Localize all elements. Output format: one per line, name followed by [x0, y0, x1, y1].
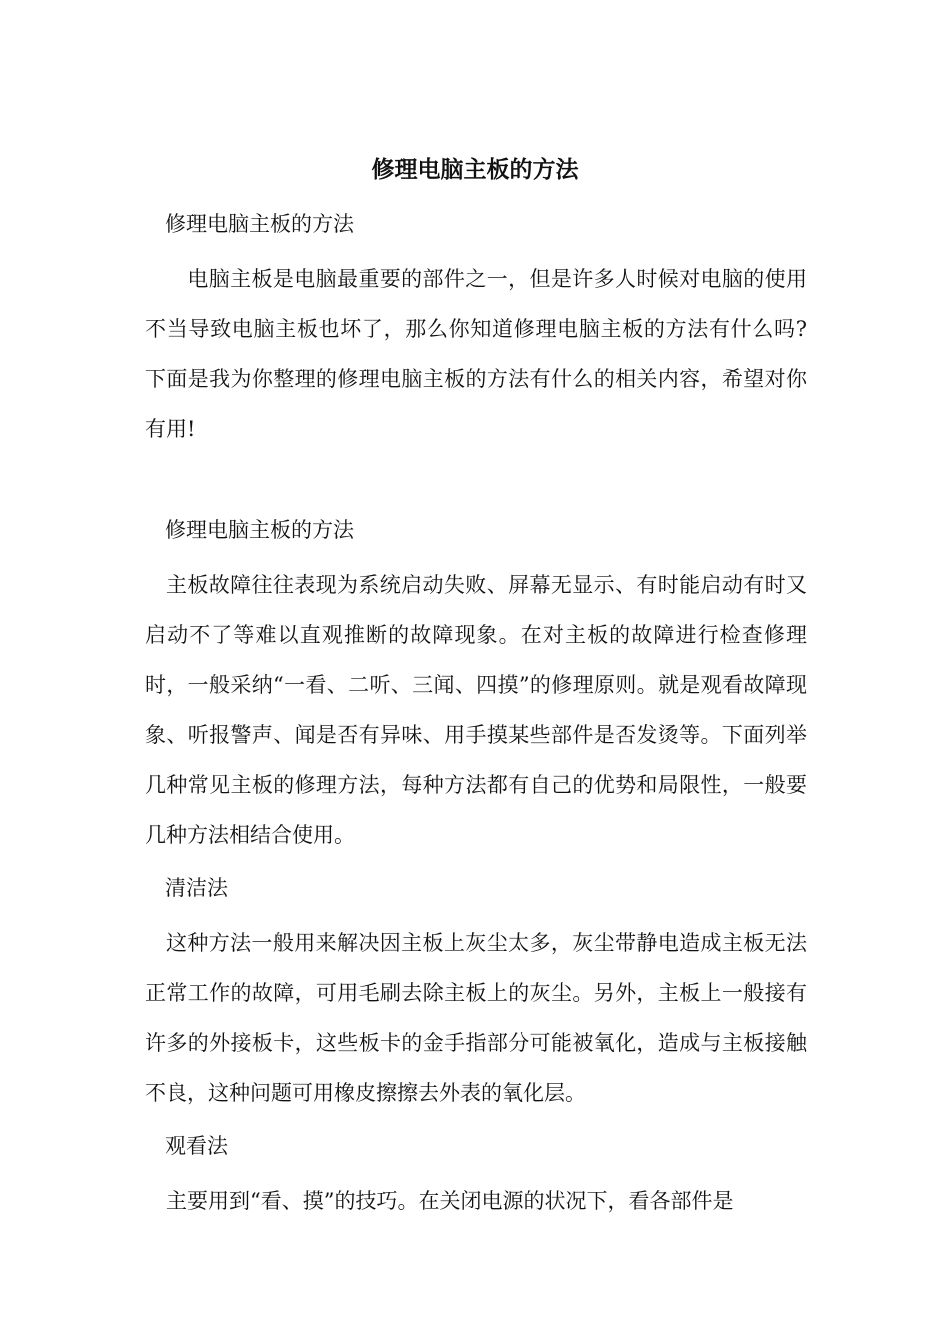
section-paragraph: 主要用到“看、摸”的技巧。在关闭电源的状况下，看各部件是	[166, 1189, 734, 1213]
section-heading: 观看法	[165, 1134, 228, 1158]
document-body	[145, 206, 807, 1226]
section-heading: 修理电脑主板的方法	[165, 518, 354, 542]
document-title: 修理电脑主板的方法	[371, 156, 579, 183]
section-heading: 清洁法	[165, 876, 228, 900]
section-paragraph: 这种方法一般用来解决因主板上灰尘太多，灰尘带静电造成主板无法正常工作的故障，可用毛刷去除主板上的灰尘。另外，主板上一般接有许多的外接板卡，这些板卡的金手指部分可能被氧化，造成与主板接触不良，这种问题可用橡皮擦擦去外表的氧化层。	[145, 931, 807, 1105]
section-paragraph: 主板故障往往表现为系统启动失败、屏幕无显示、有时能启动有时又启动不了等难以直观推断的故障现象。在对主板的故障进行检查修理时，一般采纳“一看、二听、三闻、四摸”的修理原则。就是观看故障现象、听报警声、闻是否有异味、用手摸某些部件是否发烫等。下面列举几种常见主板的修理方法，每种方法都有自己的优势和局限性，一般要几种方法相结合使用。	[145, 573, 807, 847]
section-paragraph: 电脑主板是电脑最重要的部件之一，但是许多人时候对电脑的使用不当导致电脑主板也坏了，那么你知道修理电脑主板的方法有什么吗?下面是我为你整理的修理电脑主板的方法有什么的相关内容，希望对你有用!	[145, 267, 807, 441]
section-heading: 修理电脑主板的方法	[165, 212, 354, 236]
